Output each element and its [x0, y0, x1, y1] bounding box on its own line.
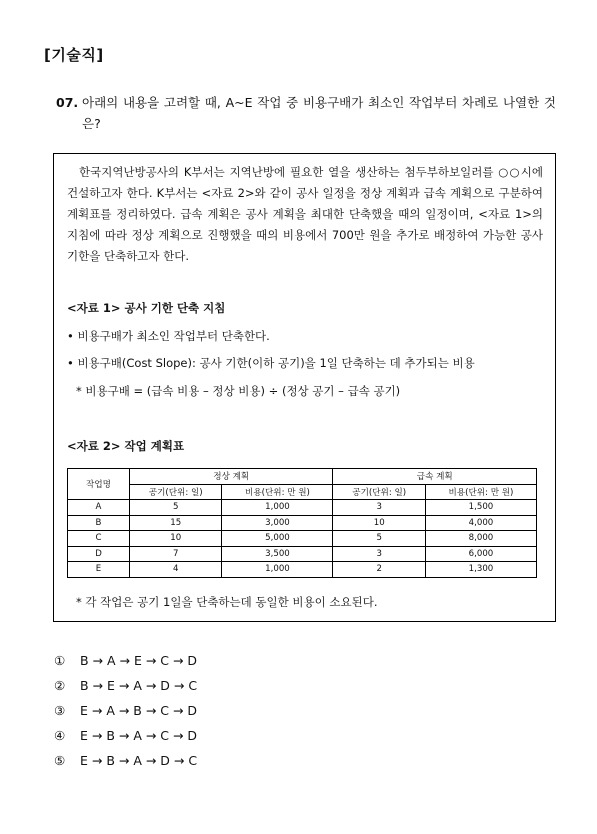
- cell: 8,000: [425, 531, 536, 547]
- cell: D: [68, 546, 130, 562]
- cell: 1,000: [222, 562, 333, 578]
- work-plan-table: [67, 468, 537, 578]
- answer-choice-3[interactable]: [54, 698, 197, 723]
- cell: 10: [130, 531, 222, 547]
- cell: A: [68, 500, 130, 516]
- table-row: [68, 562, 537, 578]
- table-subheader-row: [68, 484, 537, 500]
- question-number: 07.: [56, 95, 79, 110]
- material1-bullet: • 비용구배가 최소인 작업부터 단축한다.: [67, 329, 270, 343]
- cell: B: [68, 515, 130, 531]
- answer-choice-4[interactable]: [54, 723, 197, 748]
- table-header-row: [68, 469, 537, 485]
- answer-choice-2[interactable]: [54, 673, 197, 698]
- question: [56, 92, 556, 134]
- passage-box: [53, 153, 556, 622]
- cell: 10: [333, 515, 425, 531]
- cell: 7: [130, 546, 222, 562]
- group-rush-plan: 급속 계획: [333, 469, 537, 485]
- cell: 3,500: [222, 546, 333, 562]
- section-title: [기술직]: [44, 46, 104, 64]
- choice-text: E → A → B → C → D: [80, 703, 198, 718]
- cell: 3: [333, 500, 425, 516]
- choice-number: ③: [54, 703, 66, 718]
- sub-header: 공기(단위: 일): [130, 484, 222, 500]
- cell: 15: [130, 515, 222, 531]
- answer-choice-1[interactable]: [54, 648, 197, 673]
- cell: 3: [333, 546, 425, 562]
- choice-number: ①: [54, 653, 66, 668]
- cell: 1,300: [425, 562, 536, 578]
- choice-text: B → A → E → C → D: [80, 653, 198, 668]
- sub-header: 비용(단위: 만 원): [222, 484, 333, 500]
- answer-choice-5[interactable]: [54, 748, 197, 773]
- cell: 5: [333, 531, 425, 547]
- col-task-name: 작업명: [68, 469, 130, 500]
- question-text: 아래의 내용을 고려할 때, A~E 작업 중 비용구배가 최소인 작업부터 차례로 나열한 것은?: [82, 95, 556, 131]
- cell: 1,500: [425, 500, 536, 516]
- cell: 5,000: [222, 531, 333, 547]
- passage-intro-text: 한국지역난방공사의 K부서는 지역난방에 필요한 열을 생산하는 첨두부하보일러를 ○○시에 건설하고자 한다. K부서는 <자료 2>와 같이 공사 일정을 정상 계획과 급속 계획으로 구분하여 계획표를 정리하였다. 급속 계획은 공사 계획을 최대한 단축했을 때의 일정이며, <자료 1>의 지침에 따라 정상 계획으로 진행했을 때의 비용에서 700만 원을 추가로 배정하여 가능한 공사 기한을 단축하고자 한다.: [67, 165, 543, 263]
- choice-number: ④: [54, 728, 66, 743]
- sub-header: 공기(단위: 일): [333, 484, 425, 500]
- choice-text: E → B → A → C → D: [80, 728, 198, 743]
- material1-bullet: • 비용구배(Cost Slope): 공사 기한(이하 공기)을 1일 단축하는 데 추가되는 비용: [67, 356, 475, 370]
- sub-header: 비용(단위: 만 원): [425, 484, 536, 500]
- answer-choices: [54, 648, 197, 773]
- material1-bullet-text: 비용구배가 최소인 작업부터 단축한다.: [77, 329, 270, 343]
- cell: 6,000: [425, 546, 536, 562]
- table-row: [68, 515, 537, 531]
- choice-text: E → B → A → D → C: [80, 753, 198, 768]
- group-normal-plan: 정상 계획: [130, 469, 333, 485]
- table-note: * 각 작업은 공기 1일을 단축하는데 동일한 비용이 소요된다.: [76, 595, 378, 609]
- cell: 2: [333, 562, 425, 578]
- cell: 4: [130, 562, 222, 578]
- choice-number: ②: [54, 678, 66, 693]
- table-row: [68, 546, 537, 562]
- choice-number: ⑤: [54, 753, 66, 768]
- table-row: [68, 500, 537, 516]
- material1-title: <자료 1> 공사 기한 단축 지침: [67, 301, 226, 315]
- cell: 4,000: [425, 515, 536, 531]
- table-row: [68, 531, 537, 547]
- cost-slope-formula: * 비용구배 = (급속 비용 – 정상 비용) ÷ (정상 공기 – 급속 공기): [76, 384, 401, 398]
- cell: 5: [130, 500, 222, 516]
- cell: E: [68, 562, 130, 578]
- cell: 3,000: [222, 515, 333, 531]
- material1-bullet-text: 비용구배(Cost Slope): 공사 기한(이하 공기)을 1일 단축하는 데 추가되는 비용: [77, 356, 475, 370]
- cell: 1,000: [222, 500, 333, 516]
- passage-intro: [67, 162, 543, 267]
- material2-title: <자료 2> 작업 계획표: [67, 439, 185, 453]
- cell: C: [68, 531, 130, 547]
- choice-text: B → E → A → D → C: [80, 678, 198, 693]
